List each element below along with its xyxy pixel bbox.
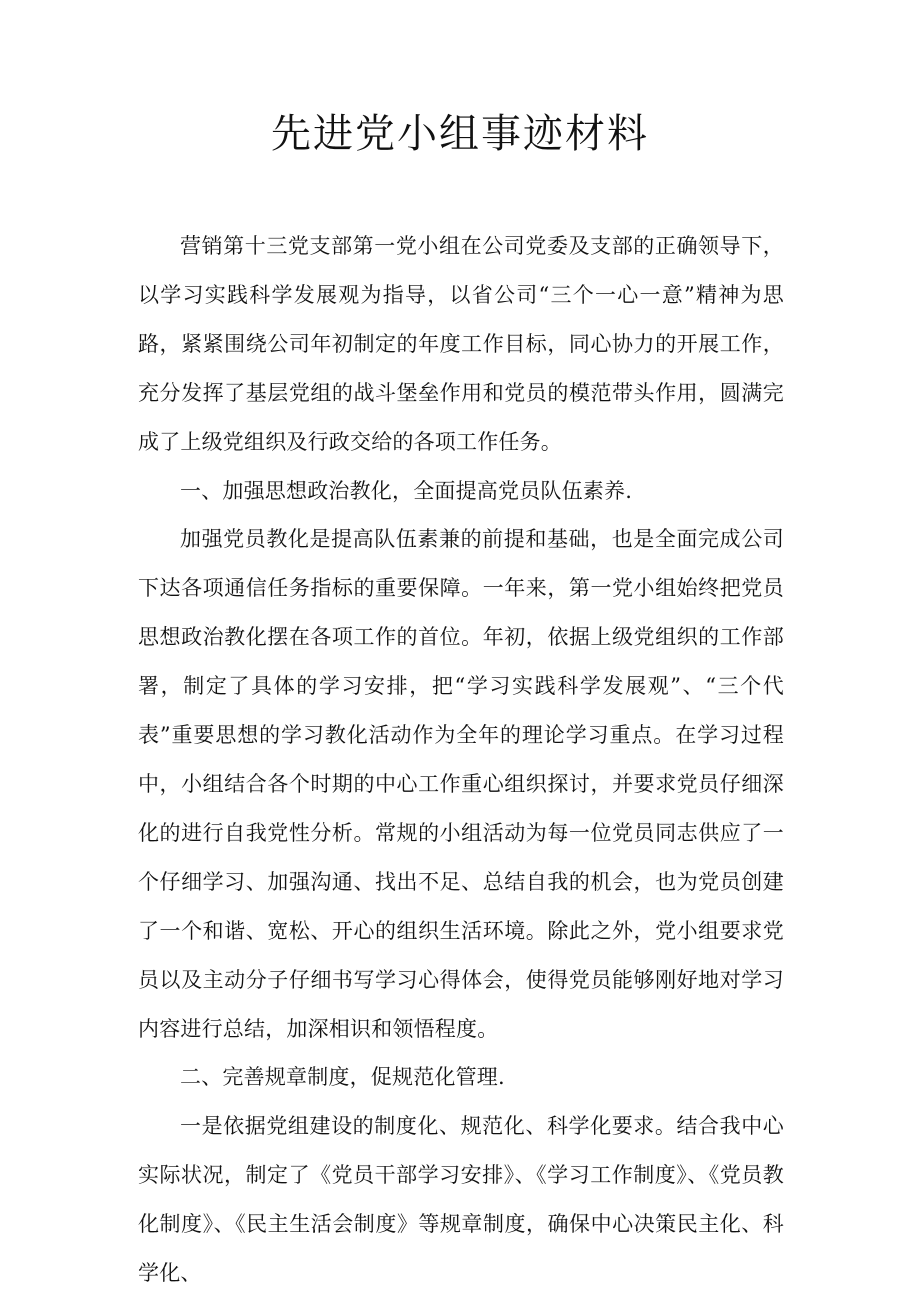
section-heading-2: 二、完善规章制度，促规范化管理. — [180, 1065, 505, 1090]
document-body — [138, 222, 784, 1298]
intro-paragraph: 营销第十三党支部第一党小组在公司党委及支部的正确领导下，以学习实践科学发展观为指导，以省公司“三个一心一意”精神为思路，紧紧围绕公司年初制定的年度工作目标，同心协力的开展工作，充分发挥了基层党组的战斗堡垒作用和党员的模范带头作用，圆满完成了上级党组织及行政交给的各项工作任务。 — [138, 234, 784, 454]
document-title: 先进党小组事迹材料 — [271, 111, 649, 157]
section-2-paragraph: 一是依据党组建设的制度化、规范化、科学化要求。结合我中心实际状况，制定了《党员干部学习安排》、《学习工作制度》、《党员教化制度》、《民主生活会制度》等规章制度，确保中心决策民主化、科学化、 — [138, 1114, 784, 1286]
section-1-paragraph: 加强党员教化是提高队伍素兼的前提和基础，也是全面完成公司下达各项通信任务指标的重要保障。一年来，第一党小组始终把党员思想政治教化摆在各项工作的首位。年初，依据上级党组织的工作部署，制定了具体的学习安排，把“学习实践科学发展观”、“三个代表”重要思想的学习教化活动作为全年的理论学习重点。在学习过程中，小组结合各个时期的中心工作重心组织探讨，并要求党员仔细深化的进行自我党性分析。常规的小组活动为每一位党员同志供应了一个仔细学习、加强沟通、找出不足、总结自我的机会，也为党员创建了一个和谐、宽松、开心的组织生活环境。除此之外，党小组要求党员以及主动分子仔细书写学习心得体会，使得党员能够刚好地对学习内容进行总结，加深相识和领悟程度。 — [138, 527, 784, 1041]
section-heading-1: 一、加强思想政治教化，全面提高党员队伍素养. — [180, 478, 633, 503]
